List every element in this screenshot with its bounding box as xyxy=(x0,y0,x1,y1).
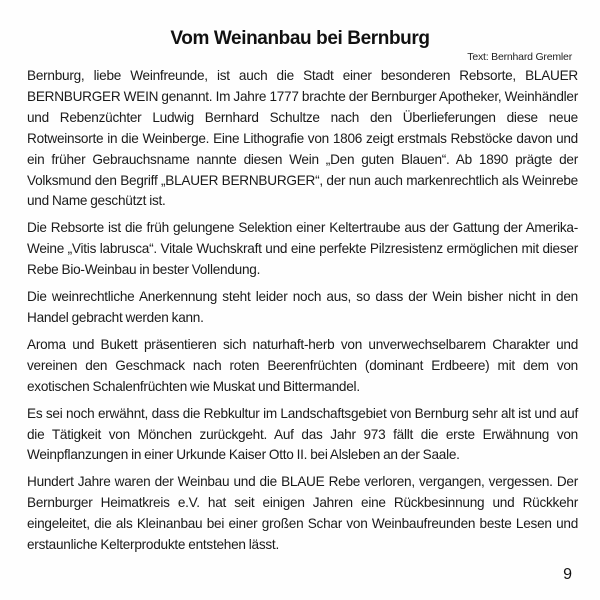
page-number: 9 xyxy=(563,566,572,583)
paragraph-variety: Die Rebsorte ist die früh gelungene Selektion einer Keltertraube aus der Gattung der Amerika-Weine „Vitis labrusca“. Vitale Wuchskraft und eine perfekte Pilzresistenz ermöglichen mit dieser Rebe Bio-Weinbau in bester Vollendung. xyxy=(27,220,578,278)
paragraph-history: Es sei noch erwähnt, dass die Rebkultur im Landschaftsgebiet von Bernburg sehr alt ist und auf die Tätigkeit von Mönchen zurückgeht. Auf das Jahr 973 fällt die erste Erwähnung von Weinpflanzungen in einer Urkunde Kaiser Otto II. bei Alsleben an der Saale. xyxy=(27,405,578,463)
paragraph-recognition: Die weinrechtliche Anerkennung steht leider noch aus, so dass der Wein bisher nicht in den Handel gebracht werden kann. xyxy=(27,289,578,325)
paragraph-aroma: Aroma und Bukett präsentieren sich naturhaft-herb von unverwechselbarem Charakter und vereinen den Geschmack nach roten Beerenfrüchten (dominant Erdbeere) mit dem von exotischen Schalenfrüchten wie Muskat und Bittermandel. xyxy=(27,336,578,394)
page-title: Vom Weinanbau bei Bernburg xyxy=(170,28,430,49)
article-body xyxy=(27,66,578,562)
paragraph-revival: Hundert Jahre waren der Weinbau und die BLAUE Rebe verloren, vergangen, vergessen. Der Bernburger Heimatkreis e.V. hat seit einigen Jahren eine Rückbesinnung und Rückkehr eingeleitet, die als Kleinanbau bei einer großen Schar von Weinbaufreunden beste Lesen und erstaunliche Kelterprodukte entstehen lässt. xyxy=(27,474,578,553)
author-credit: Text: Bernhard Gremler xyxy=(467,51,572,63)
paragraph-intro: Bernburg, liebe Weinfreunde, ist auch die Stadt einer besonderen Rebsorte, BLAUER BERNBURGER WEIN genannt. Im Jahre 1777 brachte der Bernburger Apotheker, Weinhändler und Rebenzüchter Ludwig Bernhard Schultze nach den Überlieferungen diese neue Rotweinsorte in die Weinberge. Eine Lithografie von 1806 zeigt erstmals Rebstöcke davon und ein früher Gebrauchsname nannte diesen Wein „Den guten Blauen“. Ab 1890 prägte der Volksmund den Begriff „BLAUER BERNBURGER“, der nun auch markenrechtlich als Weinrebe und Name geschützt ist. xyxy=(27,68,578,209)
